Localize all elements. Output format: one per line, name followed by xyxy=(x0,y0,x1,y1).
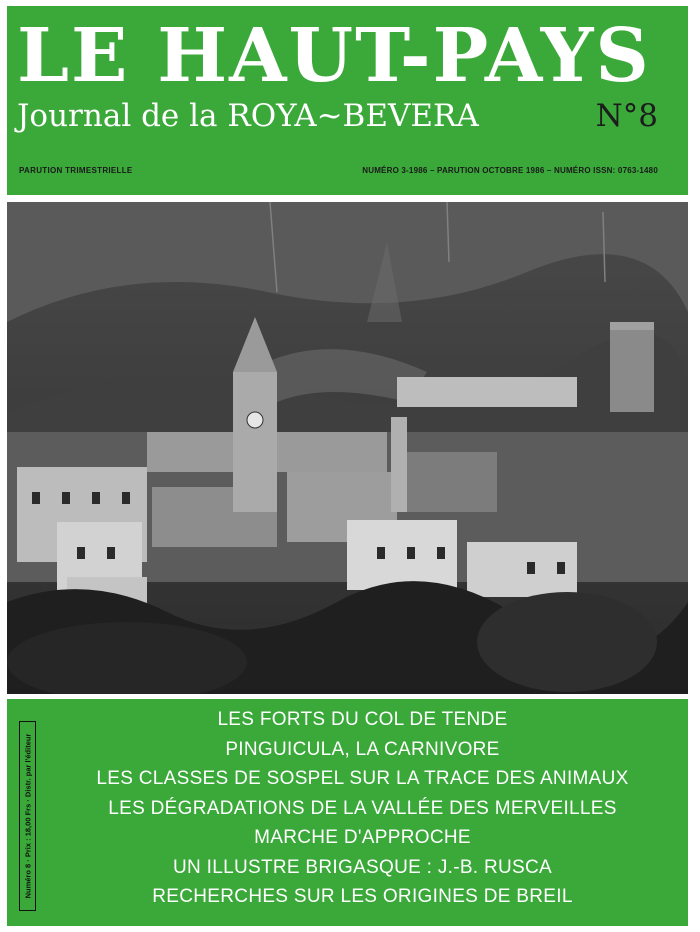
issue-number: N°8 xyxy=(595,98,658,134)
divider-rule xyxy=(7,694,688,697)
journal-subtitle: Journal de la ROYA~BEVERA xyxy=(17,98,479,134)
divider-rule xyxy=(7,195,688,198)
contents-item: RECHERCHES SUR LES ORIGINES DE BREIL xyxy=(152,886,573,907)
village-illustration xyxy=(7,202,688,694)
cover-photo xyxy=(7,202,688,694)
publication-info: NUMÉRO 3-1986 – PARUTION OCTOBRE 1986 – NUMÉRO ISSN: 0763-1480 xyxy=(362,166,658,175)
contents-list xyxy=(47,705,678,912)
contents-item: LES DÉGRADATIONS DE LA VALLÉE DES MERVEILLES xyxy=(108,797,617,819)
price-side-box xyxy=(19,721,36,911)
contents-item: LES FORTS DU COL DE TENDE xyxy=(217,709,508,730)
masthead xyxy=(7,6,688,195)
contents-item: UN ILLUSTRE BRIGASQUE : J.-B. RUSCA xyxy=(173,856,552,878)
contents-panel xyxy=(7,699,688,926)
contents-item: LES CLASSES DE SOSPEL SUR LA TRACE DES ANIMAUX xyxy=(96,768,629,789)
price-side-text: Numéro 8 · Prix : 18,00 Frs · Distr. par l'éditeur xyxy=(23,733,32,899)
contents-item: MARCHE D'APPROCHE xyxy=(254,827,471,848)
periodicity-label: PARUTION TRIMESTRIELLE xyxy=(19,166,133,175)
contents-item: PINGUICULA, LA CARNIVORE xyxy=(225,738,500,760)
journal-title: LE HAUT-PAYS xyxy=(17,13,651,99)
